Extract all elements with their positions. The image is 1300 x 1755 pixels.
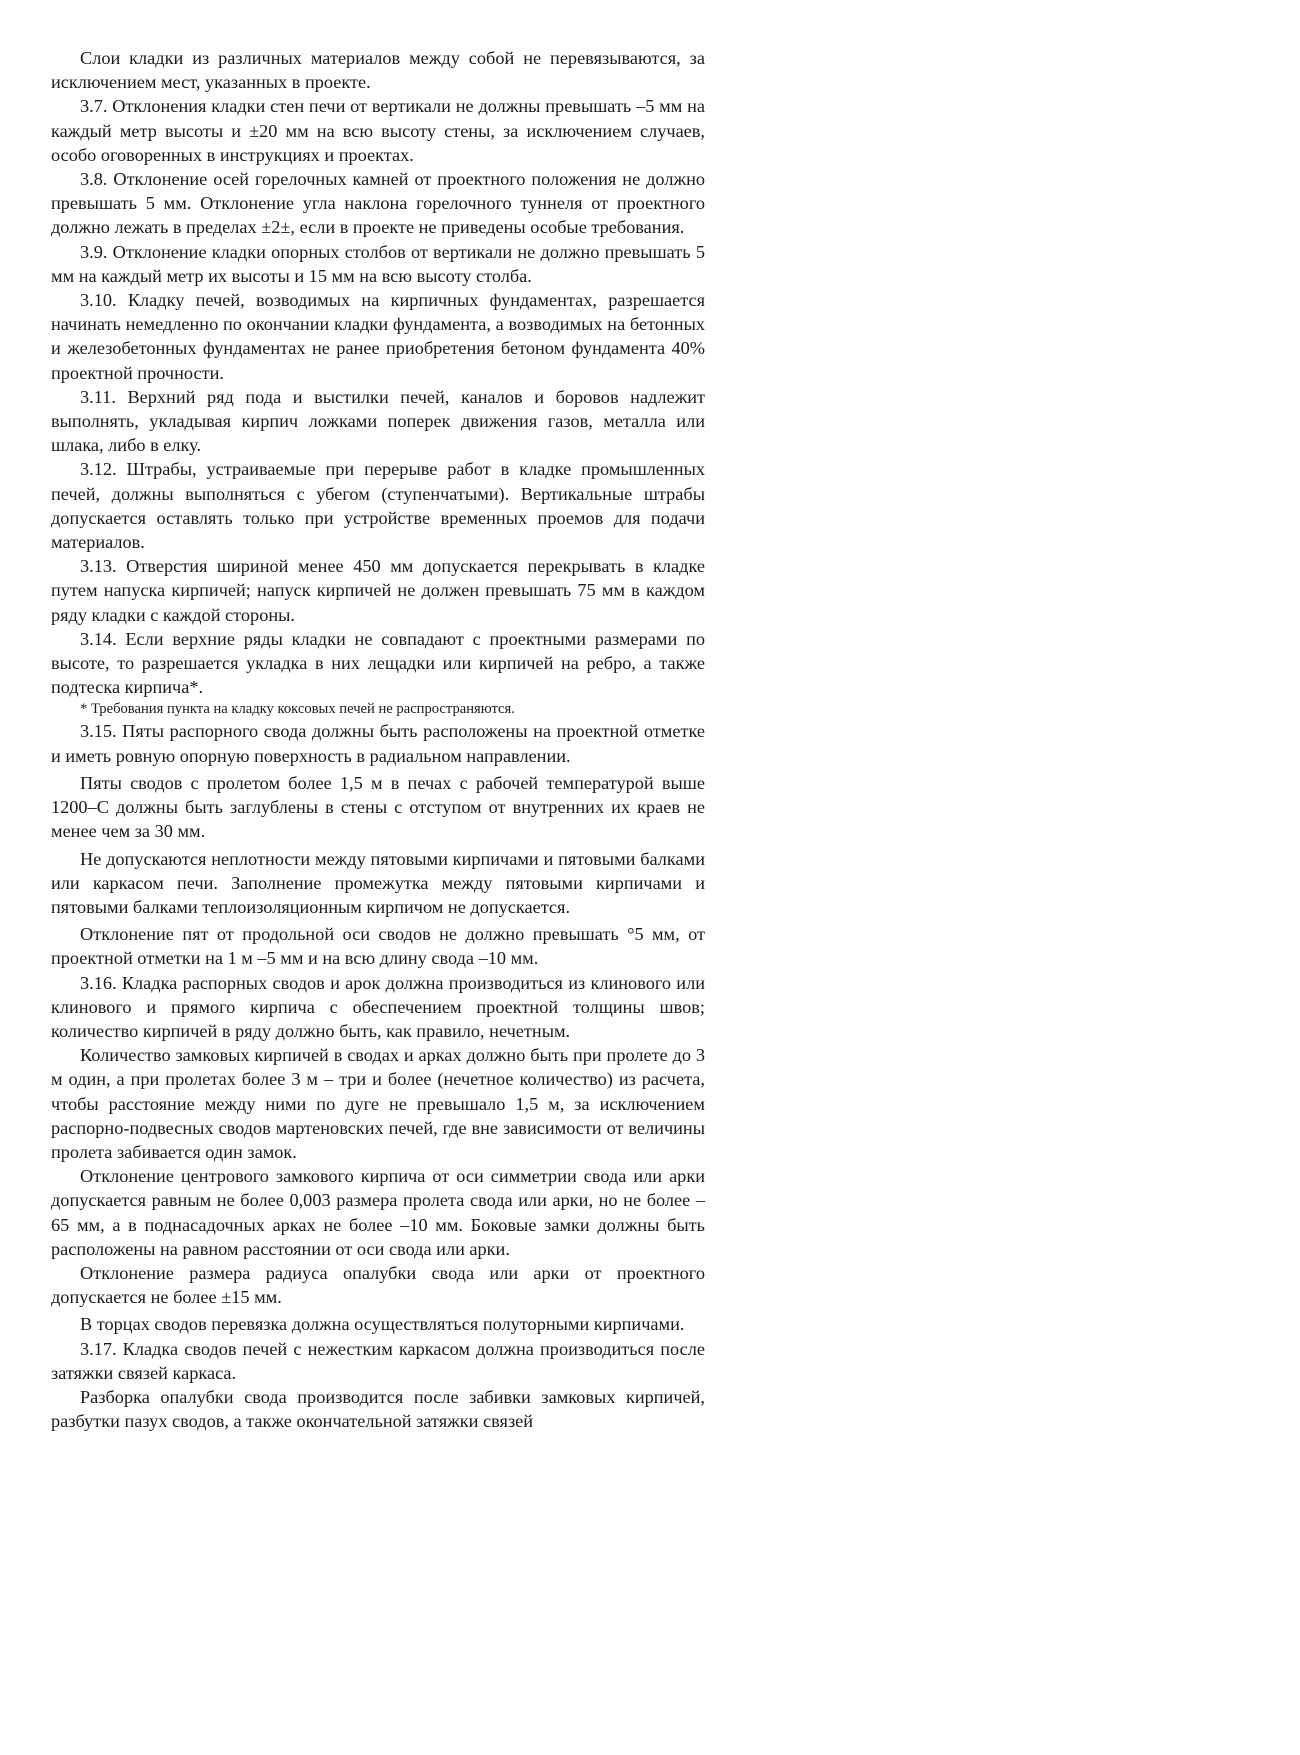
paragraph-formwork-removal: Разборка опалубки свода производится после забивки замковых кирпичей, разбутки пазух сводов, а также окончательной затяжки связей	[51, 1386, 705, 1432]
paragraph-vault-heels: Пяты сводов с пролетом более 1,5 м в печах с рабочей температурой выше 1200–С должны быть заглублены в стены с отступом от внутренних их краев не менее чем за 30 мм.	[51, 772, 705, 842]
paragraph-formwork-radius: Отклонение размера радиуса опалубки свода или арки от проектного допускается не более ±15 мм.	[51, 1262, 705, 1308]
paragraph-layers: Слои кладки из различных материалов между собой не перевязываются, за исключением мест, указанных в проекте.	[51, 48, 705, 93]
footnote: * Требования пункта на кладку коксовых печей не распространяются.	[80, 701, 515, 718]
paragraph-3-16: 3.16. Кладка распорных сводов и арок должна производиться из клинового или клинового и прямого кирпича с обеспечением проектной толщины швов; количество кирпичей в ряду должно быть, как правило, нечетным.	[51, 972, 705, 1041]
paragraph-3-9: 3.9. Отклонение кладки опорных столбов от вертикали не должно превышать 5 мм на каждый метр их высоты и 15 мм на всю высоту столба.	[51, 241, 705, 286]
document-page	[51, 46, 705, 1433]
paragraph-vault-ends: В торцах сводов перевязка должна осуществляться полуторными кирпичами.	[80, 1314, 685, 1335]
paragraph-3-14: 3.14. Если верхние ряды кладки не совпадают с проектными размерами по высоте, то разрешается укладка в них лещадки или кирпичей на ребро, а также подтеска кирпича*.	[51, 628, 705, 698]
paragraph-3-17: 3.17. Кладка сводов печей с нежестким каркасом должна производиться после затяжки связей каркаса.	[51, 1338, 705, 1383]
paragraph-3-8: 3.8. Отклонение осей горелочных камней от проектного положения не должно превышать 5 мм. Отклонение угла наклона горелочного туннеля от проектного должно лежать в пределах ±2±, если в проекте не приведены особые требования.	[51, 169, 705, 238]
paragraph-heel-gaps: Не допускаются неплотности между пятовыми кирпичами и пятовыми балками или каркасом печи. Заполнение промежутка между пятовыми кирпичами и пятовыми балками теплоизоляционным кирпичом не допускается.	[51, 848, 705, 917]
paragraph-keystone-deviation: Отклонение центрового замкового кирпича от оси симметрии свода или арки допускается равным не более 0,003 размера пролета свода или арки, но не более –65 мм, а в поднасадочных арках не более –10 мм. Боковые замки должны быть расположены на равном расстоянии от оси свода или арки.	[51, 1166, 705, 1259]
paragraph-heel-deviation: Отклонение пят от продольной оси сводов не должно превышать °5 мм, от проектной отметки на 1 м –5 мм и на всю длину свода –10 мм.	[51, 924, 705, 969]
paragraph-3-12: 3.12. Штрабы, устраиваемые при перерыве работ в кладке промышленных печей, должны выполняться с убегом (ступенчатыми). Вертикальные штрабы допускается оставлять только при устройстве временных проемов для подачи материалов.	[51, 459, 705, 553]
paragraph-keystones: Количество замковых кирпичей в сводах и арках должно быть при пролете до 3 м один, а при пролетах более 3 м – три и более (нечетное количество) из расчета, чтобы расстояние между ними по дуге не превышало 1,5 м, за исключением распорно-подвесных сводов мартеновских печей, где вне зависимости от величины пролета забивается один замок.	[51, 1045, 705, 1162]
paragraph-3-13: 3.13. Отверстия шириной менее 450 мм допускается перекрывать в кладке путем напуска кирпичей; напуск кирпичей не должен превышать 75 мм в каждом ряду кладки с каждой стороны.	[51, 556, 705, 625]
paragraph-3-10: 3.10. Кладку печей, возводимых на кирпичных фундаментах, разрешается начинать немедленно по окончании кладки фундамента, а возводимых на бетонных и железобетонных фундаментах не ранее приобретения бетоном фундамента 40% проектной прочности.	[51, 290, 705, 383]
paragraph-3-11: 3.11. Верхний ряд пода и выстилки печей, каналов и боровов надлежит выполнять, укладывая кирпич ложками поперек движения газов, металла или шлака, либо в елку.	[51, 386, 705, 456]
paragraph-3-7: 3.7. Отклонения кладки стен печи от вертикали не должны превышать –5 мм на каждый метр высоты и ±20 мм на всю высоту стены, за исключением случаев, особо оговоренных в инструкциях и проектах.	[51, 96, 705, 165]
paragraph-3-15: 3.15. Пяты распорного свода должны быть расположены на проектной отметке и иметь ровную опорную поверхность в радиальном направлении.	[51, 721, 705, 766]
